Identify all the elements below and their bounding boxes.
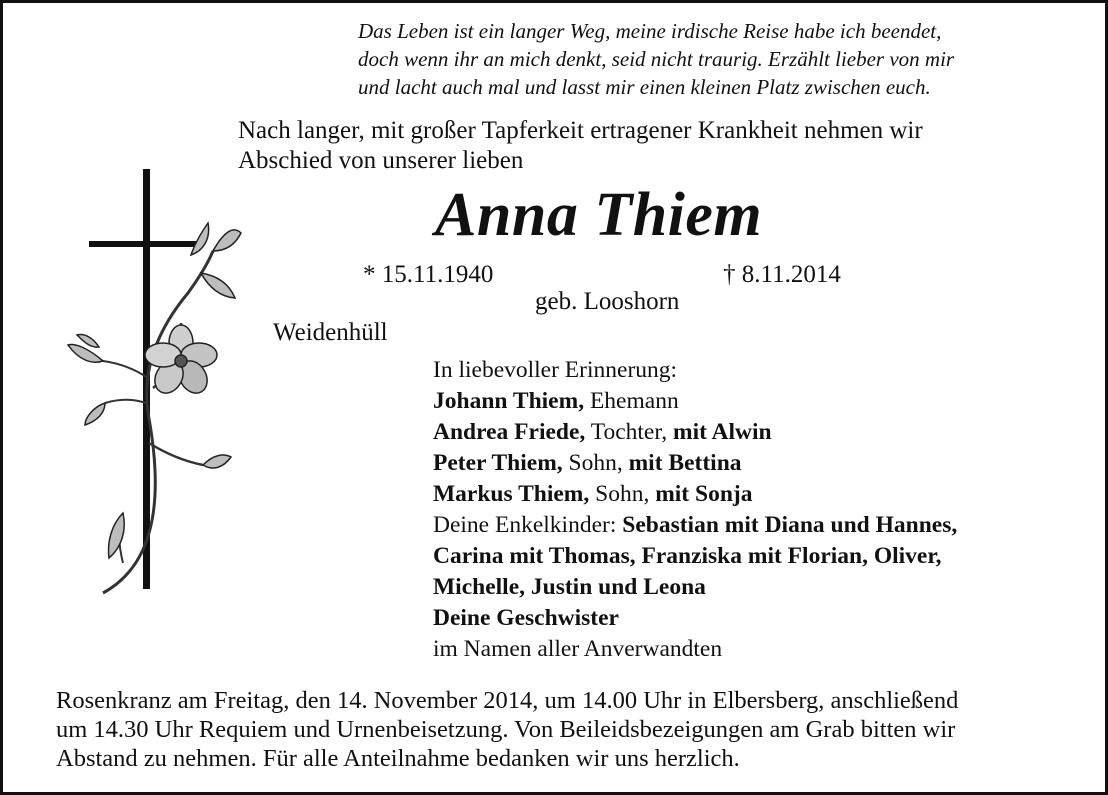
family-heading: In liebevoller Erinnerung: xyxy=(433,357,678,383)
poem-line-1: Das Leben ist ein langer Weg, meine irdische Reise habe ich beendet, xyxy=(358,19,942,43)
family-member xyxy=(433,479,752,510)
member-partner: mit Alwin xyxy=(673,419,772,445)
member-relation: Sohn, xyxy=(562,450,629,476)
family-closing: im Namen aller Anverwandten xyxy=(433,636,723,662)
service-info-line-1: Rosenkranz am Freitag, den 14. November 2014, um 14.00 Uhr in Elbersberg, anschließend xyxy=(56,687,959,714)
poem-line-3: und lacht auch mal und lasst mir einen kleinen Platz zwischen euch. xyxy=(358,75,931,99)
siblings-line xyxy=(433,603,619,634)
member-relation: Ehemann xyxy=(584,388,679,414)
intro-line-2: Abschied von unserer lieben xyxy=(238,147,524,174)
grandchildren-line-3 xyxy=(433,572,706,603)
deceased-name: Anna Thiem xyxy=(435,181,763,249)
grandchildren-names: Carina mit Thomas, Franziska mit Florian, Oliver, xyxy=(433,543,942,569)
member-partner: mit Sonja xyxy=(655,481,753,507)
grandchildren-line-2 xyxy=(433,541,942,572)
member-name: Peter Thiem, xyxy=(433,450,563,476)
poem-line-2: doch wenn ihr an mich denkt, seid nicht traurig. Erzählt lieber von mir xyxy=(358,47,955,71)
cross-and-flower-icon xyxy=(63,163,263,603)
service-info-line-3: Abstand zu nehmen. Für alle Anteilnahme bedanken wir uns herzlich. xyxy=(56,745,740,772)
hometown: Weidenhüll xyxy=(273,319,388,346)
grandchildren-label: Deine Enkelkinder: xyxy=(433,512,623,538)
family-member xyxy=(433,417,772,448)
member-partner: mit Bettina xyxy=(628,450,742,476)
family-member xyxy=(433,448,742,479)
grandchildren-line-1 xyxy=(433,510,957,541)
death-date: † 8.11.2014 xyxy=(723,261,841,288)
member-name: Markus Thiem, xyxy=(433,481,590,507)
member-name: Andrea Friede, xyxy=(433,419,586,445)
family-member xyxy=(433,386,679,417)
service-info-line-2: um 14.30 Uhr Requiem und Urnenbeisetzung. Von Beileidsbezeigungen am Grab bitten wir xyxy=(56,716,956,743)
grandchildren-names: Michelle, Justin und Leona xyxy=(433,574,706,600)
siblings: Deine Geschwister xyxy=(433,605,619,631)
member-name: Johann Thiem, xyxy=(433,388,585,414)
maiden-name: geb. Looshorn xyxy=(535,288,680,315)
member-relation: Tochter, xyxy=(585,419,673,445)
member-relation: Sohn, xyxy=(589,481,656,507)
flower-branch-icon xyxy=(68,223,241,593)
birth-date: * 15.11.1940 xyxy=(363,261,494,288)
grandchildren-names: Sebastian mit Diana und Hannes, xyxy=(622,512,958,538)
intro-line-1: Nach langer, mit großer Tapferkeit ertragener Krankheit nehmen wir xyxy=(238,117,923,144)
